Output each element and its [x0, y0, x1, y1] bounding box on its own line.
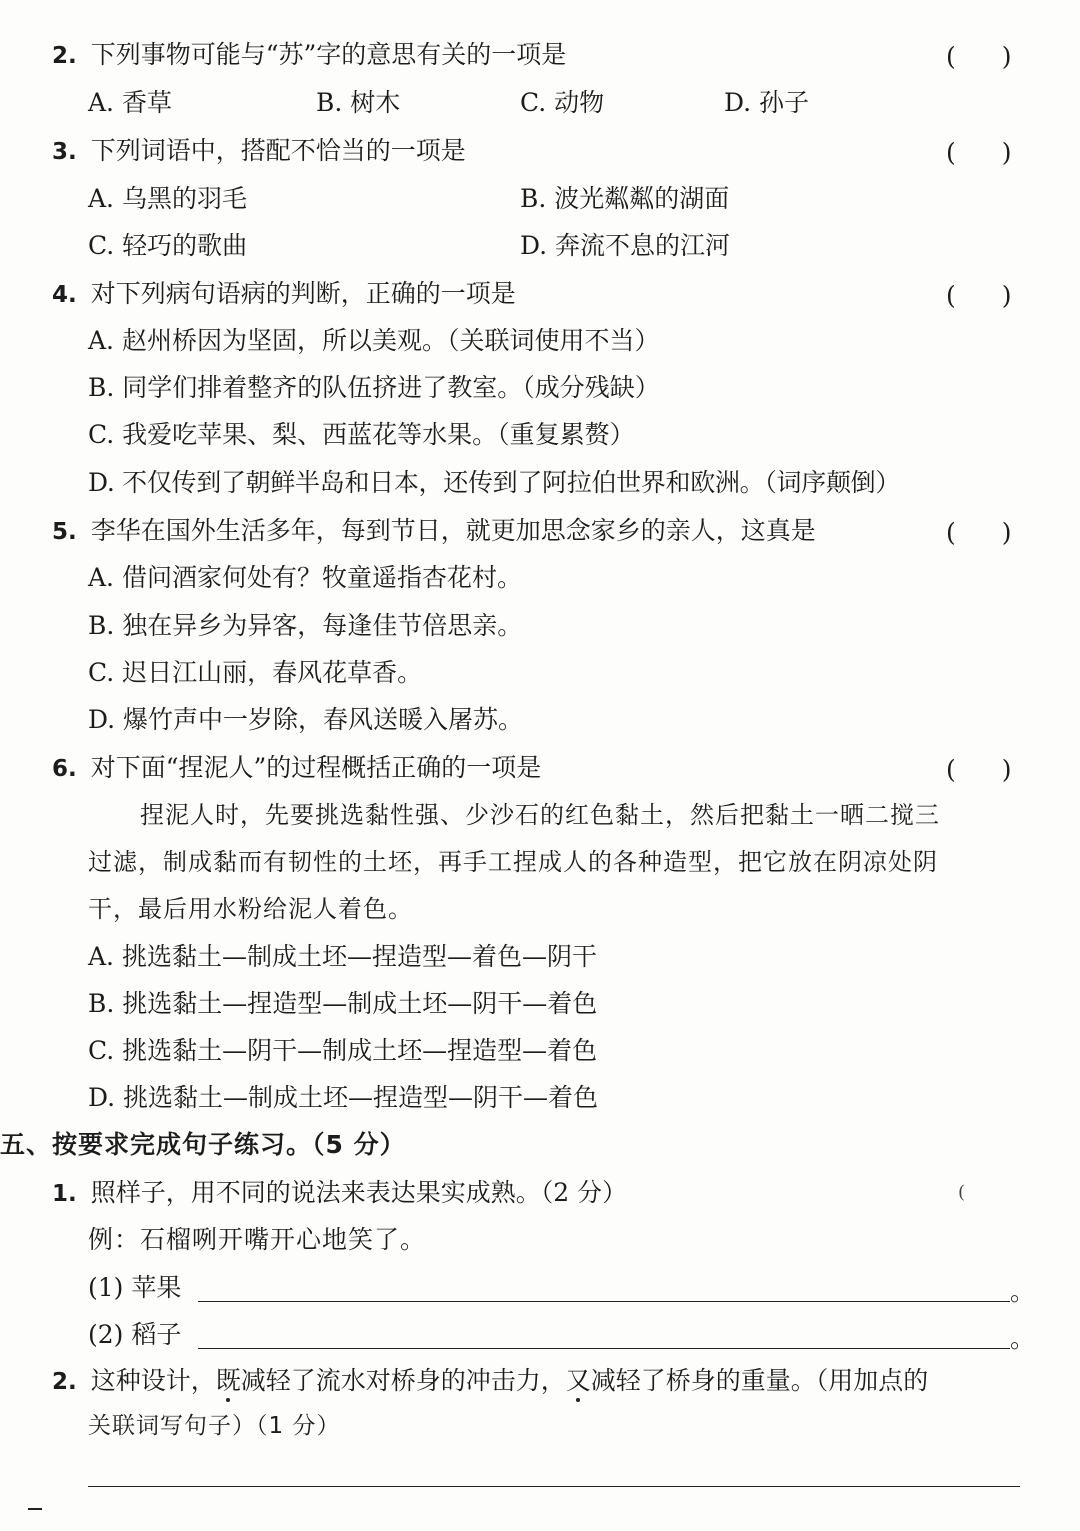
q5-option-d: D. 爆竹声中一岁除，春风送暖入屠苏。: [88, 705, 524, 734]
q3-option-a: A. 乌黑的羽毛: [88, 184, 247, 213]
answer-item-2-label: (2) 稻子: [88, 1320, 182, 1349]
q3-option-c: C. 轻巧的歌曲: [88, 231, 248, 260]
section-5-q2-text-mid: 减轻了流水对桥身的冲击力，: [240, 1366, 566, 1395]
q6-option-d: D. 挑选黏土—制成土坯—捏造型—阴干—着色: [88, 1083, 599, 1112]
q2-option-a: A. 香草: [88, 88, 172, 117]
section-5-title: 五、按要求完成句子练习。（5 分）: [0, 1130, 406, 1159]
q6-option-b: B. 挑选黏土—捏造型—制成土坯—阴干—着色: [88, 989, 598, 1018]
answer-paren-q2[interactable]: ( ): [946, 42, 1012, 71]
section-5-q2-text-pre: 这种设计，: [90, 1366, 216, 1395]
section-5-q1-text: 照样子，用不同的说法来表达果实成熟。（2 分）: [90, 1178, 628, 1207]
section-5-q2-number: 2.: [52, 1369, 77, 1395]
question-6-text: 对下面“捏泥人”的过程概括正确的一项是: [90, 753, 542, 782]
question-3-stem: [52, 138, 466, 164]
answer-blank-1[interactable]: [198, 1301, 1010, 1302]
question-2-stem: [52, 42, 566, 68]
answer-paren-q5[interactable]: ( ): [946, 518, 1012, 547]
section-5-q1-stem: [52, 1180, 627, 1206]
section-5-q1-number: 1.: [52, 1181, 77, 1207]
question-4-stem: [52, 281, 516, 307]
q2-option-b: B. 树木: [316, 88, 401, 117]
answer-paren-q3[interactable]: ( ): [946, 138, 1012, 167]
q6-passage-line-3: 干，最后用水粉给泥人着色。: [88, 895, 413, 923]
question-5-text: 李华在国外生活多年，每到节日，就更加思念家乡的亲人，这真是: [90, 516, 816, 545]
dotted-word-ji: 既: [215, 1366, 241, 1395]
question-6-stem: [52, 755, 541, 781]
q2-option-c: C. 动物: [520, 88, 605, 117]
question-4-text: 对下列病句语病的判断，正确的一项是: [90, 279, 516, 308]
q4-option-d: D. 不仅传到了朝鲜半岛和日本，还传到了阿拉伯世界和欧洲。（词序颠倒）: [88, 468, 901, 497]
q3-option-d: D. 奔流不息的江河: [520, 231, 731, 260]
q5-option-a: A. 借问酒家何处有？牧童遥指杏花村。: [88, 563, 522, 592]
answer-item-1-end: 。: [1010, 1277, 1036, 1306]
stray-paren-mark: (: [958, 1182, 966, 1203]
question-2-text: 下列事物可能与“苏”字的意思有关的一项是: [90, 40, 567, 69]
question-6-number: 6.: [52, 756, 77, 782]
q6-option-c: C. 挑选黏土—阴干—制成土坯—捏造型—着色: [88, 1036, 598, 1065]
q5-option-b: B. 独在异乡为异客，每逢佳节倍思亲。: [88, 611, 523, 640]
question-5-number: 5.: [52, 519, 77, 545]
section-5-q2-stem: [52, 1368, 928, 1394]
question-4-number: 4.: [52, 282, 77, 308]
answer-paren-q6[interactable]: ( ): [946, 755, 1012, 784]
answer-paren-q4[interactable]: ( ): [946, 281, 1012, 310]
answer-blank-3[interactable]: [88, 1486, 1020, 1487]
q3-option-b: B. 波光粼粼的湖面: [520, 184, 730, 213]
question-2-number: 2.: [52, 43, 77, 69]
dotted-word-you: 又: [565, 1366, 591, 1395]
question-3-text: 下列词语中，搭配不恰当的一项是: [90, 136, 466, 165]
q4-option-a: A. 赵州桥因为坚固，所以美观。（关联词使用不当）: [88, 326, 660, 355]
answer-item-2-end: 。: [1010, 1324, 1036, 1353]
q4-option-c: C. 我爱吃苹果、梨、西蓝花等水果。（重复累赘）: [88, 420, 635, 449]
q6-passage-line-1: 捏泥人时，先要挑选黏性强、少沙石的红色黏土，然后把黏土一晒二搅三: [140, 801, 940, 829]
answer-blank-2[interactable]: [198, 1348, 1010, 1349]
page-edge-mark: [28, 1508, 42, 1510]
section-5-q2-text-post: 减轻了桥身的重量。（用加点的: [590, 1366, 929, 1395]
q6-option-a: A. 挑选黏土—制成土坯—捏造型—着色—阴干: [88, 942, 597, 971]
q5-option-c: C. 迟日江山丽，春风花草香。: [88, 658, 423, 687]
q2-option-d: D. 孙子: [724, 88, 810, 117]
answer-item-1-label: (1) 苹果: [88, 1273, 182, 1302]
q4-option-b: B. 同学们排着整齐的队伍挤进了教室。（成分残缺）: [88, 373, 660, 402]
section-5-q1-example: 例：石榴咧开嘴开心地笑了。: [88, 1225, 427, 1254]
question-3-number: 3.: [52, 139, 77, 165]
q6-passage-line-2: 过滤，制成黏而有韧性的土坯，再手工捏成人的各种造型，把它放在阴凉处阴: [88, 848, 938, 876]
question-5-stem: [52, 518, 816, 544]
section-5-q2-stem-line-2: 关联词写句子）（1 分）: [88, 1413, 341, 1439]
